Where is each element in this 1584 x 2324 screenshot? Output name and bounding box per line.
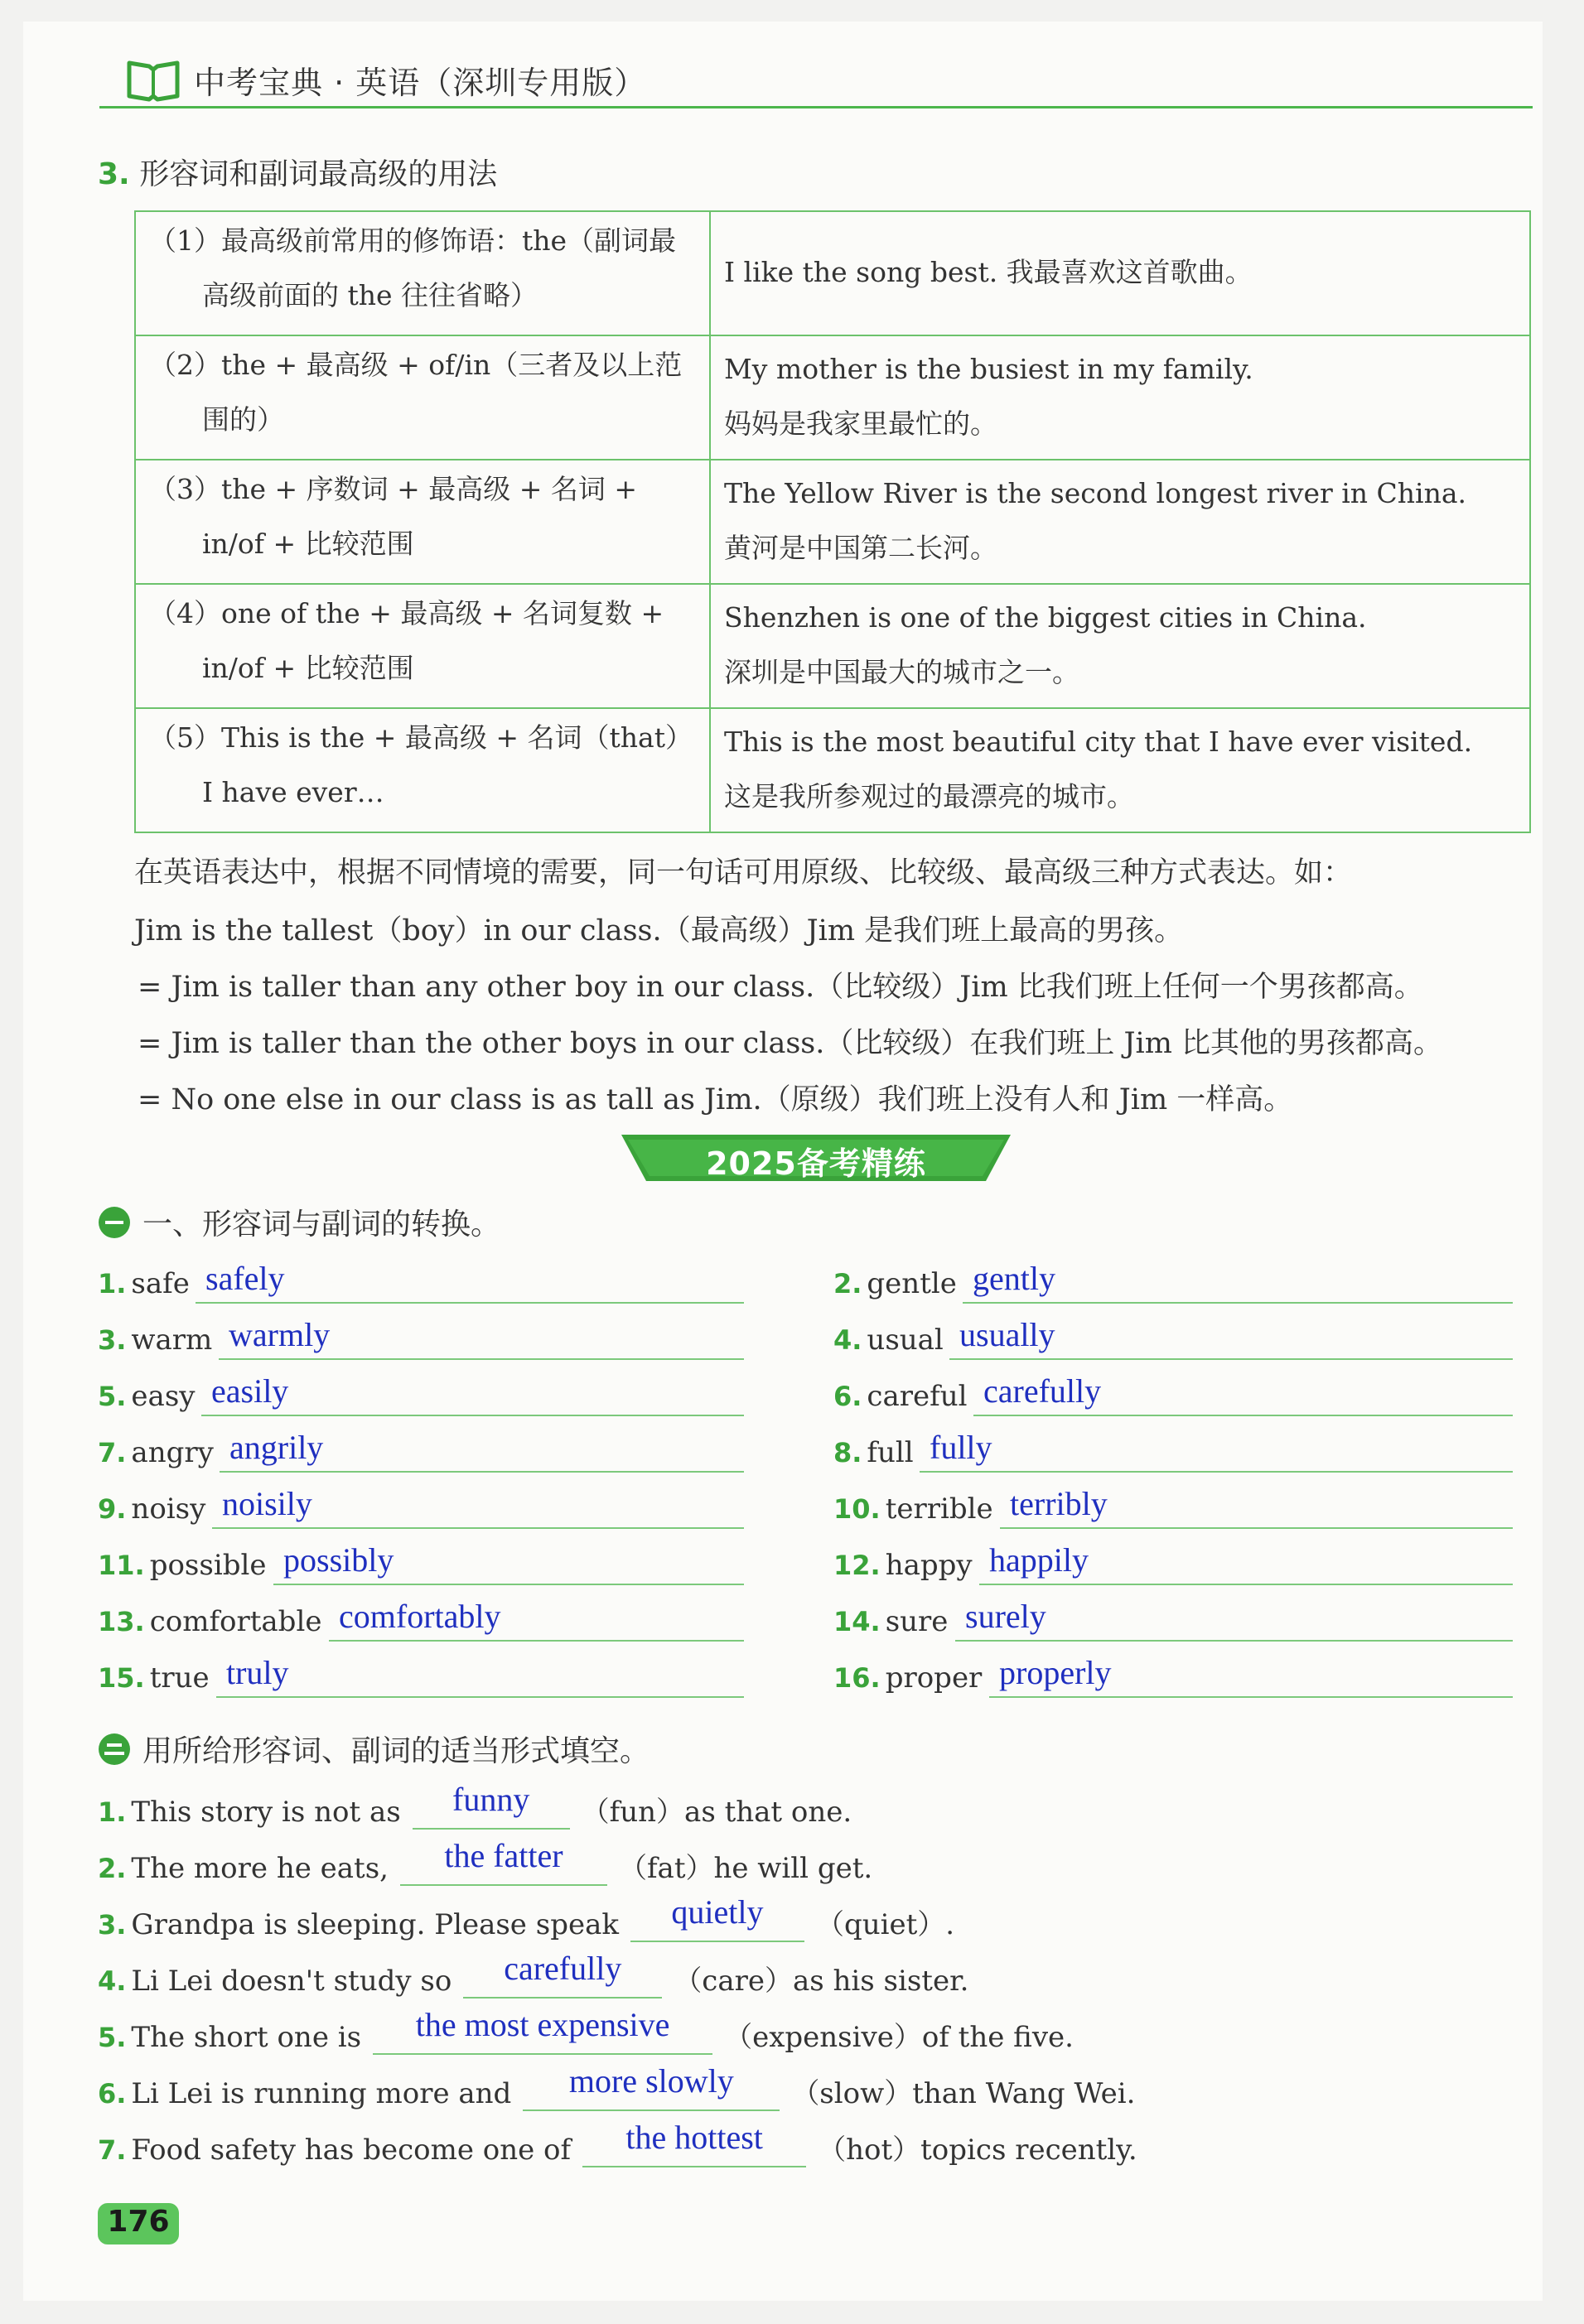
fill-in-item	[98, 1837, 873, 1886]
answer-line	[220, 1471, 744, 1473]
item-number: 7.	[98, 2134, 127, 2166]
note-line: 在英语表达中，根据不同情境的需要，同一句话可用原级、比较级、最高级三种方式表达。如：	[134, 856, 1353, 890]
conversion-item	[833, 1316, 1480, 1367]
item-number: 14.	[833, 1606, 881, 1637]
answer-line	[1000, 1527, 1513, 1529]
adverb-answer[interactable]: easily	[211, 1372, 289, 1410]
example-sentence: 妈妈是我家里最忙的。	[724, 407, 997, 440]
item-number: 11.	[98, 1550, 145, 1581]
item-number: 15.	[98, 1662, 145, 1694]
conversion-item	[98, 1541, 744, 1592]
part2-heading: 用所给形容词、副词的适当形式填空。	[142, 1734, 650, 1768]
answer-line	[920, 1471, 1513, 1473]
adverb-answer[interactable]: fully	[930, 1429, 992, 1466]
answer-line	[273, 1584, 744, 1585]
part2-title	[98, 1728, 650, 1770]
conversion-item	[833, 1598, 1480, 1648]
adjective-word: comfortable	[149, 1605, 322, 1638]
rule-text: （2）the + 最高级 + of/in（三者及以上范围的）	[149, 349, 683, 436]
item-number: 7.	[98, 1437, 127, 1468]
answer-blank[interactable]	[463, 1950, 662, 1999]
filled-answer: the hottest	[625, 2119, 763, 2156]
sentence-start: Food safety has become one of	[131, 2134, 572, 2167]
fill-in-item	[98, 2006, 1074, 2055]
adverb-answer[interactable]: comfortably	[339, 1598, 501, 1635]
item-number: 4.	[833, 1324, 862, 1356]
conversion-item	[833, 1485, 1480, 1536]
sentence-end: （fun）as that one.	[581, 1796, 852, 1829]
answer-line	[212, 1527, 744, 1529]
item-number: 8.	[833, 1437, 862, 1468]
answer-blank[interactable]	[373, 2006, 712, 2055]
filled-answer: quietly	[671, 1893, 764, 1931]
rule-row	[135, 584, 1530, 708]
example-sentence: 黄河是中国第二长河。	[724, 532, 997, 564]
conversion-item	[833, 1654, 1480, 1704]
item-number: 4.	[98, 1965, 127, 1997]
rule-text: （5）This is the + 最高级 + 名词（that）I have ever…	[149, 721, 693, 808]
filled-answer: the most expensive	[415, 2006, 670, 2043]
item-number: 13.	[98, 1606, 145, 1637]
sentence-end: （slow）than Wang Wei.	[791, 2077, 1136, 2110]
adjective-word: angry	[131, 1436, 214, 1469]
section-heading: 形容词和副词最高级的用法	[139, 157, 498, 191]
fill-in-item	[98, 1781, 852, 1830]
conversion-item	[98, 1260, 744, 1310]
answer-blank[interactable]	[582, 2119, 806, 2167]
conversion-item	[833, 1372, 1480, 1423]
answer-blank[interactable]	[413, 1781, 570, 1830]
answer-line	[963, 1302, 1513, 1304]
answer-line	[979, 1584, 1513, 1585]
adjective-word: careful	[867, 1380, 968, 1413]
conversion-item	[98, 1316, 744, 1367]
adjective-word: terrible	[885, 1492, 993, 1526]
item-number: 1.	[98, 1268, 127, 1299]
item-number: 2.	[98, 1853, 127, 1884]
conversion-item	[98, 1654, 744, 1704]
answer-blank[interactable]	[400, 1837, 607, 1886]
rule-row	[135, 708, 1530, 832]
sentence-end: （expensive）of the five.	[724, 2021, 1074, 2054]
sentence-start: Li Lei doesn't study so	[131, 1965, 452, 1998]
conversion-item	[833, 1260, 1480, 1310]
rule-cell	[135, 335, 710, 460]
section-number: 3.	[98, 157, 130, 191]
answer-line	[949, 1358, 1513, 1360]
example-sentence: 这是我所参观过的最漂亮的城市。	[724, 780, 1134, 812]
answer-blank[interactable]	[630, 1893, 804, 1942]
adjective-word: proper	[885, 1661, 983, 1695]
example-sentence: I like the song best. 我最喜欢这首歌曲。	[724, 256, 1253, 288]
part-badge-icon	[98, 1733, 131, 1766]
adverb-answer[interactable]: carefully	[983, 1372, 1102, 1410]
sentence-end: （care）as his sister.	[674, 1965, 969, 1998]
part1-title	[98, 1201, 500, 1243]
page-number: 176	[107, 2205, 170, 2239]
sentence-start: Grandpa is sleeping. Please speak	[131, 1908, 619, 1941]
conversion-item	[833, 1429, 1480, 1479]
adjective-word: gentle	[867, 1267, 957, 1300]
item-number: 5.	[98, 1381, 127, 1412]
section-title	[98, 151, 497, 193]
practice-banner-title: 2025备考精练	[706, 1145, 926, 1182]
example-cell	[710, 584, 1530, 708]
fill-in-item	[98, 1893, 955, 1942]
example-cell	[710, 708, 1530, 832]
answer-line	[219, 1358, 744, 1360]
adverb-answer[interactable]: terribly	[1010, 1485, 1108, 1522]
conversion-item	[98, 1429, 744, 1479]
fill-in-item	[98, 2119, 1137, 2167]
rule-cell	[135, 584, 710, 708]
adverb-answer[interactable]: noisily	[222, 1485, 312, 1522]
adverb-answer[interactable]: warmly	[229, 1316, 331, 1353]
example-sentence: This is the most beautiful city that I have ever visited.	[724, 726, 1473, 758]
adjective-word: full	[867, 1436, 914, 1469]
filled-answer: carefully	[504, 1950, 622, 1987]
adjective-word: happy	[885, 1549, 973, 1582]
part1-heading: 、形容词与副词的转换。	[172, 1208, 501, 1242]
sentence-end: （quiet）.	[815, 1908, 955, 1941]
superlative-rules-table	[134, 210, 1531, 833]
item-number: 12.	[833, 1550, 881, 1581]
adjective-word: noisy	[131, 1492, 206, 1526]
answer-line	[196, 1302, 744, 1304]
item-number: 9.	[98, 1493, 127, 1525]
example-sentence: Shenzhen is one of the biggest cities in China.	[724, 601, 1367, 634]
adjective-word: easy	[131, 1380, 196, 1413]
item-number: 3.	[98, 1324, 127, 1356]
fill-in-item	[98, 1950, 969, 1999]
fill-in-item	[98, 2062, 1136, 2111]
page-header	[124, 55, 646, 104]
adjective-word: usual	[867, 1324, 944, 1357]
item-number: 5.	[98, 2022, 127, 2053]
conversion-item	[98, 1485, 744, 1536]
rule-cell	[135, 460, 710, 584]
rule-text: （4）one of the + 最高级 + 名词复数 + in/of + 比较范围	[149, 597, 664, 684]
adverb-answer[interactable]: properly	[999, 1654, 1112, 1691]
adverb-answer[interactable]: angrily	[229, 1429, 324, 1466]
rule-cell	[135, 211, 710, 335]
item-number: 10.	[833, 1493, 881, 1525]
answer-blank[interactable]	[523, 2062, 780, 2111]
adverb-answer[interactable]: safely	[205, 1260, 285, 1297]
header-divider	[99, 106, 1533, 108]
rule-text: （3）the + 序数词 + 最高级 + 名词 + in/of + 比较范围	[149, 473, 638, 560]
item-number: 1.	[98, 1796, 127, 1828]
note-line: Jim is the tallest（boy）in our class.（最高级）Jim 是我们班上最高的男孩。	[134, 914, 1184, 947]
item-number: 3.	[98, 1909, 127, 1941]
adjective-word: possible	[149, 1549, 267, 1582]
header-title: 中考宝典 · 英语（深圳专用版）	[194, 64, 647, 101]
adjective-word: safe	[131, 1267, 190, 1300]
rule-row	[135, 335, 1530, 460]
rule-text: （1）最高级前常用的修饰语：the（副词最高级前面的 the 往往省略）	[149, 224, 677, 311]
adverb-answer[interactable]: gently	[973, 1260, 1055, 1297]
rule-row	[135, 211, 1530, 335]
answer-line	[216, 1696, 744, 1698]
note-line: = Jim is taller than the other boys in our class.（比较级）在我们班上 Jim 比其他的男孩都高。	[138, 1027, 1443, 1060]
conversion-item	[98, 1372, 744, 1423]
example-sentence: My mother is the busiest in my family.	[724, 353, 1253, 385]
sentence-start: Li Lei is running more and	[131, 2077, 512, 2110]
note-line: = No one else in our class is as tall as Jim.（原级）我们班上没有人和 Jim 一样高。	[138, 1083, 1293, 1116]
adjective-word: warm	[131, 1324, 213, 1357]
filled-answer: funny	[452, 1781, 530, 1818]
answer-line	[329, 1640, 744, 1642]
adverb-answer[interactable]: usually	[959, 1316, 1055, 1353]
item-number: 6.	[833, 1381, 862, 1412]
answer-line	[989, 1696, 1513, 1698]
part1-badge-label: 一	[142, 1208, 173, 1242]
open-book-icon	[124, 55, 182, 104]
example-cell	[710, 211, 1530, 335]
item-number: 16.	[833, 1662, 881, 1694]
adverb-answer[interactable]: possibly	[283, 1541, 394, 1579]
filled-answer: more slowly	[568, 2062, 734, 2100]
sentence-end: （fat）he will get.	[618, 1852, 873, 1885]
example-cell	[710, 460, 1530, 584]
answer-line	[973, 1415, 1513, 1416]
answer-line	[201, 1415, 744, 1416]
note-line: = Jim is taller than any other boy in our class.（比较级）Jim 比我们班上任何一个男孩都高。	[138, 971, 1423, 1004]
answer-line	[955, 1640, 1513, 1642]
sentence-start: The short one is	[131, 2021, 362, 2054]
adverb-answer[interactable]: surely	[965, 1598, 1046, 1635]
item-number: 6.	[98, 2078, 127, 2109]
item-number: 2.	[833, 1268, 862, 1299]
rule-row	[135, 460, 1530, 584]
example-sentence: 深圳是中国最大的城市之一。	[724, 656, 1079, 688]
conversion-item	[833, 1541, 1480, 1592]
example-sentence: The Yellow River is the second longest river in China.	[724, 477, 1467, 509]
adjective-word: sure	[885, 1605, 949, 1638]
sentence-start: This story is not as	[131, 1796, 401, 1829]
conversion-item	[98, 1598, 744, 1648]
part-badge-icon	[98, 1206, 131, 1239]
adjective-word: true	[149, 1661, 210, 1695]
example-cell	[710, 335, 1530, 460]
sentence-end: （hot）topics recently.	[818, 2134, 1137, 2167]
sentence-start: The more he eats,	[131, 1852, 389, 1885]
filled-answer: the fatter	[444, 1837, 563, 1874]
rule-cell	[135, 708, 710, 832]
adverb-answer[interactable]: truly	[226, 1654, 289, 1691]
adverb-answer[interactable]: happily	[989, 1541, 1089, 1579]
